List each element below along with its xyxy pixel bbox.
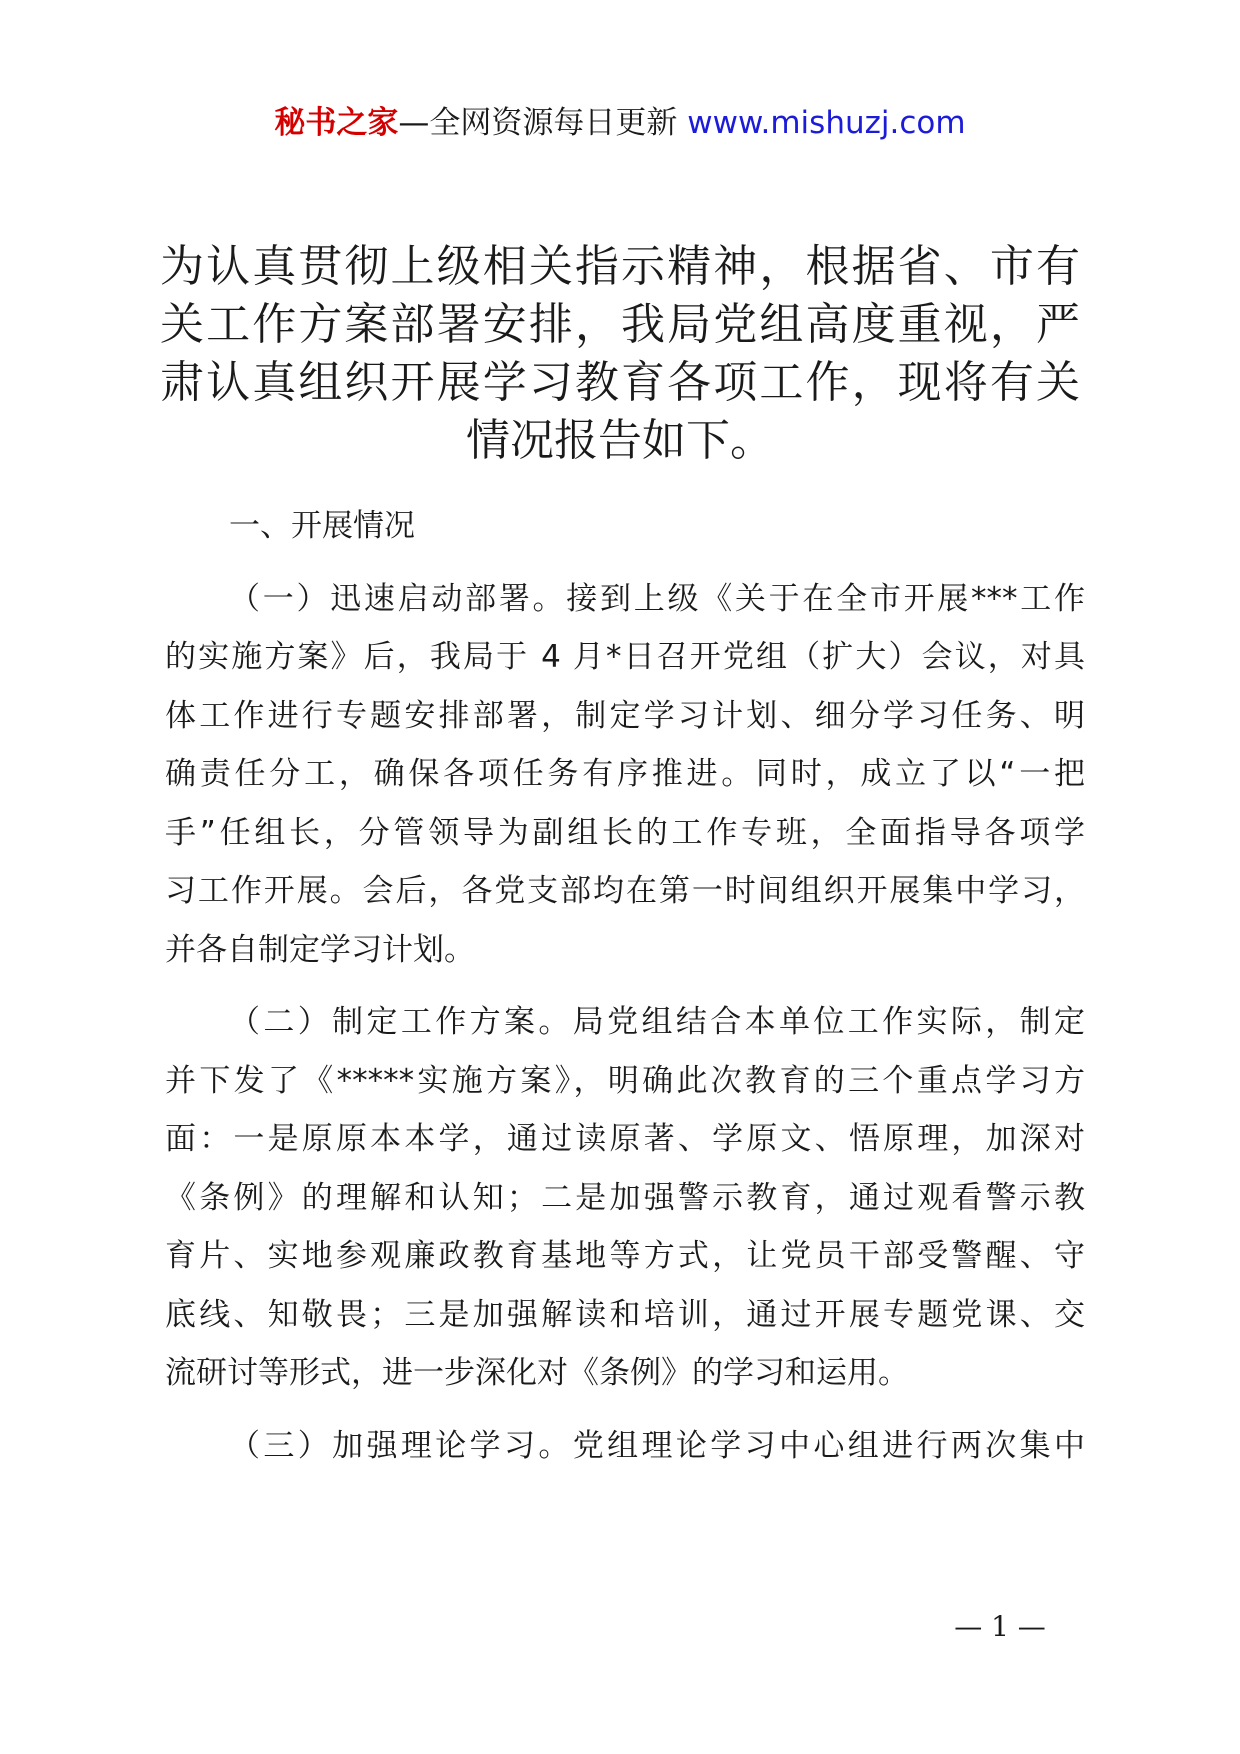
paragraph-line: 确责任分工，确保各项任务有序推进。同时，成立了以“一把	[165, 756, 1085, 792]
paragraph-line: （一）迅速启动部署。接到上级《关于在全市开展***工作	[229, 580, 1085, 617]
paragraph-line: 的实施方案》后，我局于 4 月*日召开党组（扩大）会议，对具	[165, 639, 1085, 675]
paragraph-spacer	[165, 979, 1085, 993]
paragraph-line: 面：一是原原本本学，通过读原著、学原文、悟原理，加深对	[165, 1121, 1085, 1157]
paragraph-line: 育片、实地参观廉政教育基地等方式，让党员干部受警醒、守	[165, 1238, 1085, 1274]
paragraph-line: （三）加强理论学习。党组理论学习中心组进行两次集中	[229, 1427, 1085, 1464]
document-title	[160, 238, 1080, 470]
title-line: 情况报告如下。	[466, 415, 774, 466]
paragraph-line: （二）制定工作方案。局党组结合本单位工作实际，制定	[229, 1004, 1085, 1040]
paragraph-line: 手”任组长，分管领导为副组长的工作专班，全面指导各项学	[165, 814, 1085, 851]
paragraph-2	[165, 993, 1085, 1403]
section-heading: 一、开展情况	[229, 508, 415, 544]
brand-name: 秘书之家	[274, 105, 399, 141]
paragraph-3	[165, 1417, 1085, 1476]
header-tagline: —全网资源每日更新	[398, 105, 688, 141]
paragraph-line: 流研讨等形式，进一步深化对《条例》的学习和运用。	[165, 1355, 909, 1391]
paragraph-spacer	[165, 1403, 1085, 1417]
paragraph-line: 体工作进行专题安排部署，制定学习计划、细分学习任务、明	[165, 697, 1085, 734]
paragraph-line: 底线、知敬畏；三是加强解读和培训，通过开展专题党课、交	[165, 1296, 1085, 1333]
site-url: www.mishuzj.com	[687, 105, 966, 141]
document-body	[165, 497, 1085, 1475]
paragraph-line: 并下发了《*****实施方案》，明确此次教育的三个重点学习方	[165, 1062, 1085, 1099]
title-line: 为认真贯彻上级相关指示精神，根据省、市有	[160, 241, 1080, 292]
paragraph-line: 《条例》的理解和认知；二是加强警示教育，通过观看警示教	[165, 1179, 1085, 1216]
paragraph-line: 并各自制定学习计划。	[165, 931, 475, 968]
title-line: 关工作方案部署安排，我局党组高度重视，严	[160, 299, 1080, 350]
title-line: 肃认真组织开展学习教育各项工作，现将有关	[160, 357, 1080, 408]
page-number: — 1 —	[954, 1610, 1046, 1643]
paragraph-line: 习工作开展。会后，各党支部均在第一时间组织开展集中学习，	[165, 873, 1085, 909]
site-header	[0, 98, 1240, 148]
paragraph-spacer	[165, 556, 1085, 570]
paragraph-1	[165, 570, 1085, 980]
